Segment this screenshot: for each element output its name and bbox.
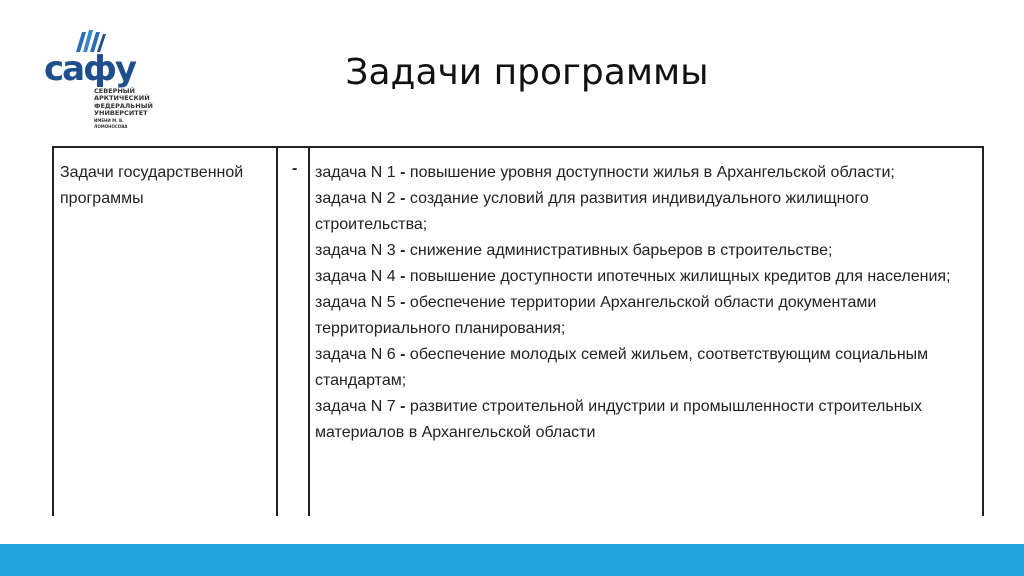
table-right-border	[982, 146, 984, 516]
task-item: задача N 2 - создание условий для развития индивидуального жилищного строительства;	[315, 190, 869, 233]
logo-small-line: ИМЕНИ М. В. ЛОМОНОСОВА	[94, 117, 128, 129]
logo-wordmark: сафу	[44, 49, 135, 89]
task-item: задача N 3 - снижение административных барьеров в строительстве;	[315, 242, 833, 259]
page-title: Задачи программы	[345, 52, 709, 93]
left-label-cell: Задачи государственной программы	[60, 164, 244, 207]
task-item: задача N 6 - обеспечение молодых семей жильем, соответствующим социальным стандартам;	[315, 346, 929, 389]
table-top-border	[52, 146, 984, 148]
tasks-table	[52, 146, 984, 516]
logo-subtitle	[94, 88, 154, 130]
logo-line: СЕВЕРНЫЙ	[94, 87, 135, 95]
logo-line: АРКТИЧЕСКИЙ	[94, 94, 150, 103]
table-divider	[308, 146, 310, 516]
task-item: задача N 4 - повышение доступности ипотечных жилищных кредитов для населения;	[315, 268, 951, 285]
logo-line: ФЕДЕРАЛЬНЫЙ	[94, 101, 153, 110]
task-item: задача N 1 - повышение уровня доступности жилья в Архангельской области;	[315, 164, 895, 181]
table-left-border	[52, 146, 54, 516]
task-item: задача N 5 - обеспечение территории Архангельской области документами территориального планирования;	[315, 294, 877, 337]
footer-bar	[0, 544, 1024, 576]
logo-line: УНИВЕРСИТЕТ	[94, 109, 148, 118]
tasks-cell	[315, 160, 975, 446]
table-divider	[276, 146, 278, 516]
dash-cell: -	[292, 160, 298, 177]
task-item: задача N 7 - развитие строительной индустрии и промышленности строительных материалов в Архангельской области	[315, 398, 923, 441]
